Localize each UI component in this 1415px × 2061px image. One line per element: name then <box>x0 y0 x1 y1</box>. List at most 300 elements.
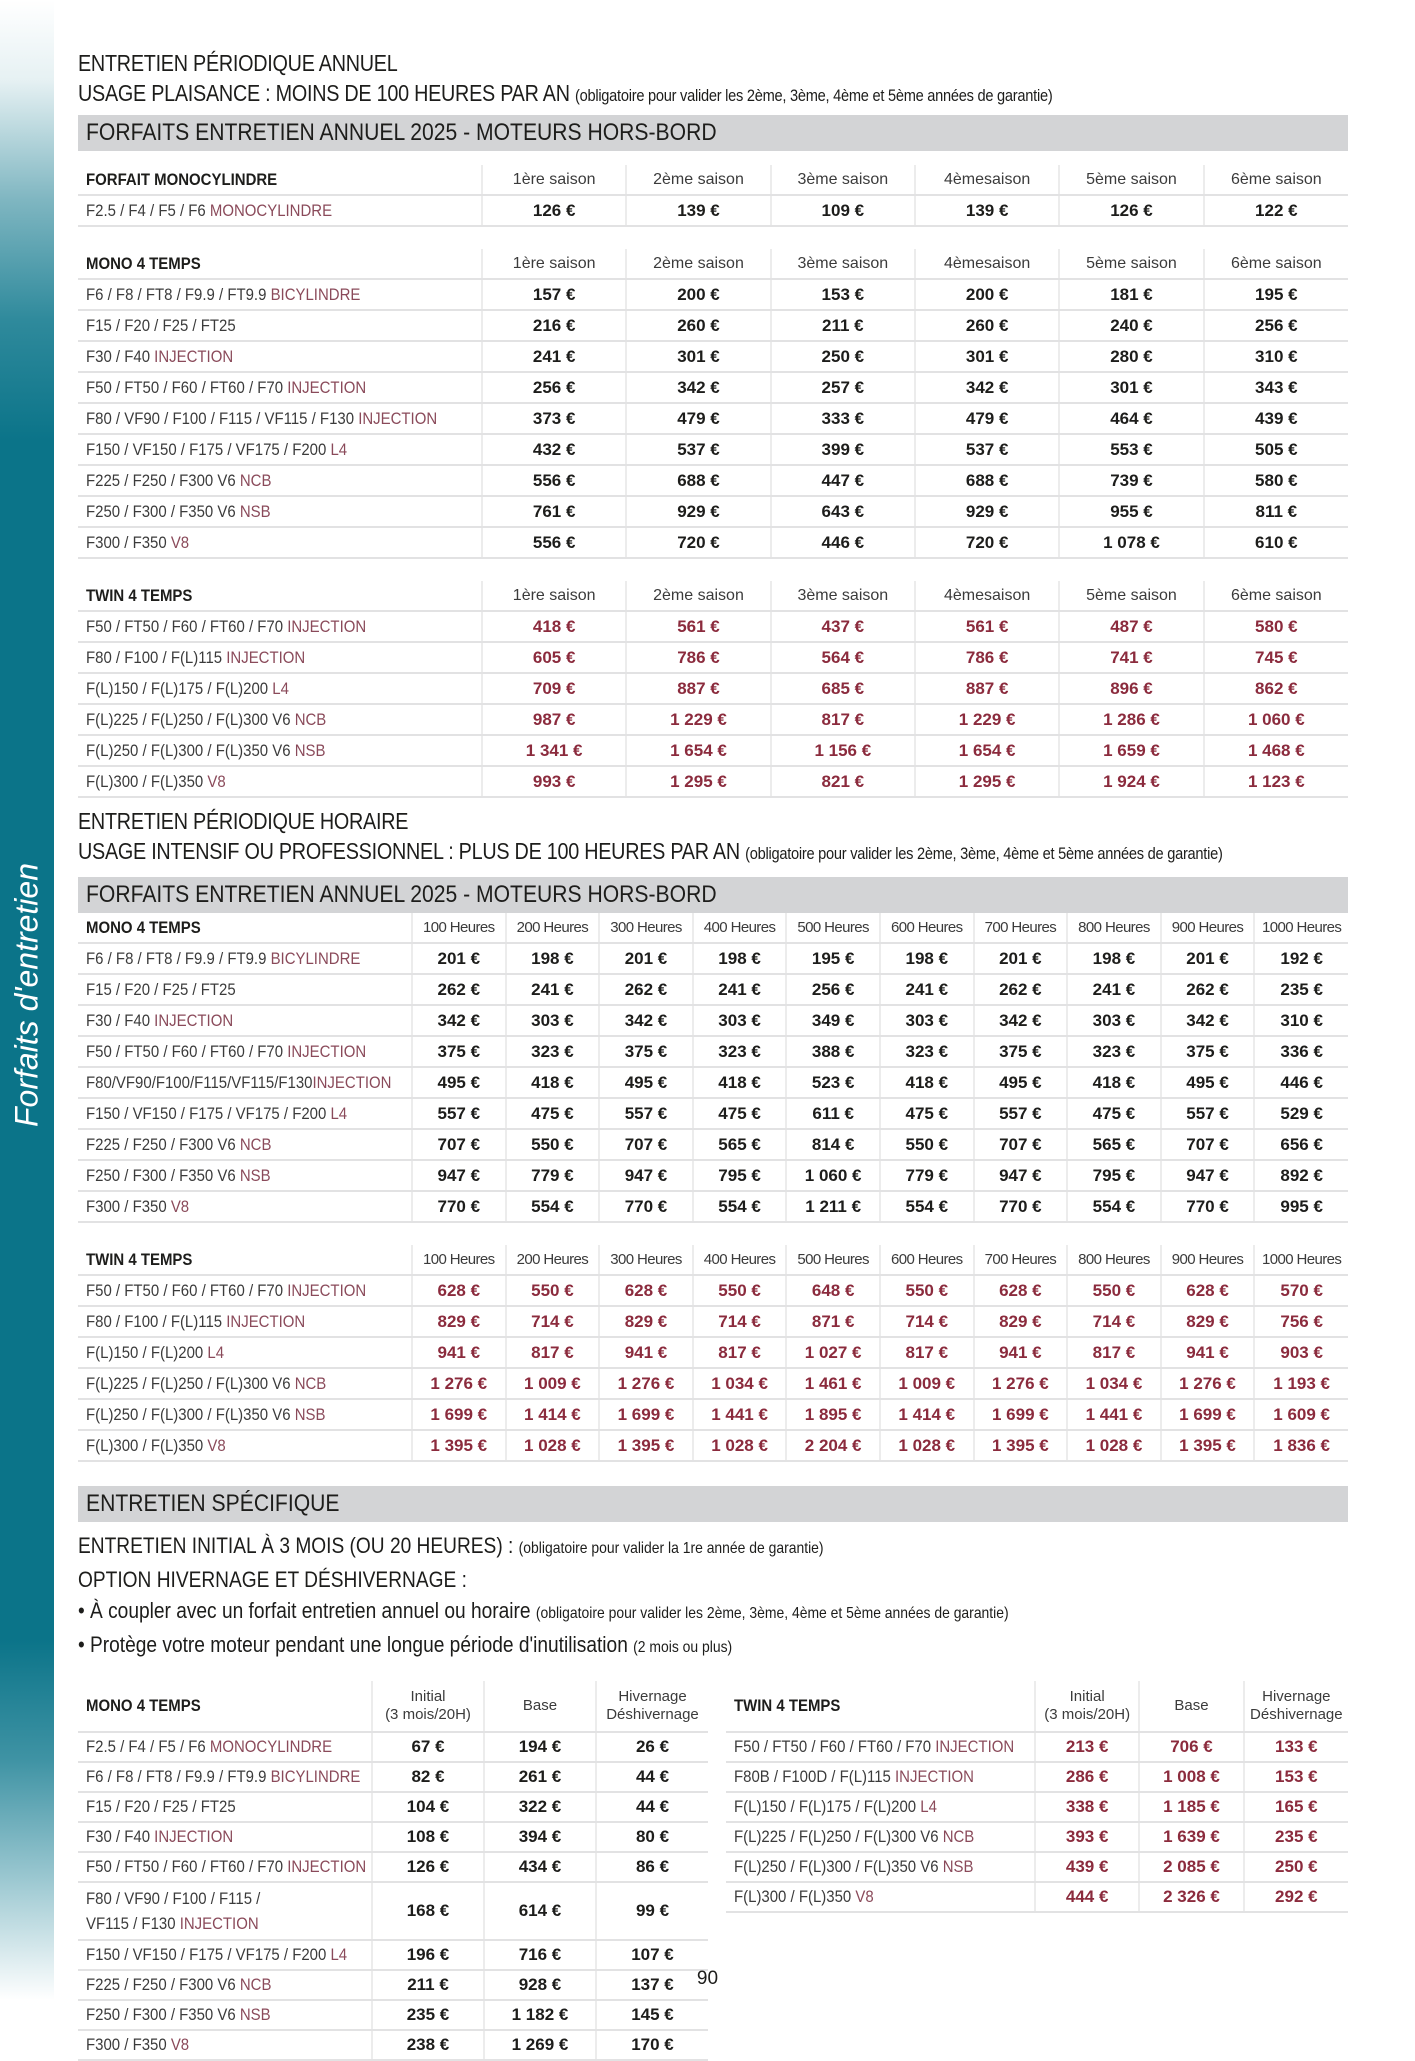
price-cell: 779 € <box>506 1160 600 1191</box>
price-cell: 947 € <box>1161 1160 1255 1191</box>
price-cell: 1 156 € <box>771 735 915 766</box>
price-cell: 550 € <box>506 1129 600 1160</box>
price-cell: 1 028 € <box>506 1430 600 1461</box>
price-cell: 557 € <box>412 1098 506 1129</box>
model-tag: INJECTION <box>358 408 438 428</box>
price-cell: 475 € <box>693 1098 787 1129</box>
column-header: 900 Heures <box>1161 1245 1255 1275</box>
section2-band <box>78 877 1348 913</box>
price-cell: 1 028 € <box>693 1430 787 1461</box>
price-cell: 707 € <box>974 1129 1068 1160</box>
price-cell: 262 € <box>412 974 506 1005</box>
price-cell: 1 034 € <box>693 1368 787 1399</box>
column-header: 6ème saison <box>1204 581 1348 611</box>
price-cell: 565 € <box>693 1129 787 1160</box>
model-name: F50 / FT50 / F60 / FT60 / F70 <box>86 1041 288 1061</box>
price-cell: 418 € <box>1067 1067 1161 1098</box>
model-name: F(L)250 / F(L)300 / F(L)350 V6 <box>86 740 295 760</box>
price-cell: 444 € <box>1035 1882 1139 1912</box>
table-header-row <box>78 165 1348 195</box>
price-cell: 706 € <box>1139 1732 1243 1762</box>
group-header-text: FORFAIT MONOCYLINDRE <box>86 169 278 189</box>
price-cell: 145 € <box>596 2000 708 2030</box>
model-name: F300 / F350 <box>86 532 171 552</box>
price-cell: 1 699 € <box>412 1399 506 1430</box>
column-header: 300 Heures <box>599 913 693 943</box>
price-cell: 1 654 € <box>915 735 1059 766</box>
price-cell: 1 639 € <box>1139 1822 1243 1852</box>
price-cell: 557 € <box>1161 1098 1255 1129</box>
price-cell: 464 € <box>1059 403 1203 434</box>
note-bullet-1-small: (obligatoire pour valider les 2ème, 3ème, 4ème et 5ème années de garantie) <box>535 1605 1009 1622</box>
model-tag: L4 <box>330 1945 348 1964</box>
model-tag: BICYLINDRE <box>270 284 361 304</box>
model-tag: NSB <box>942 1857 974 1876</box>
model-cell <box>78 1882 372 1940</box>
price-cell: 556 € <box>482 465 626 496</box>
price-cell: 561 € <box>626 611 770 642</box>
model-name: F(L)250 / F(L)300 / F(L)350 V6 <box>734 1857 943 1876</box>
price-cell: 714 € <box>1067 1306 1161 1337</box>
model-name: F15 / F20 / F25 / FT25 <box>86 315 236 335</box>
table-row <box>78 1098 1348 1129</box>
model-tag: V8 <box>170 1196 190 1216</box>
price-cell: 892 € <box>1254 1160 1348 1191</box>
table-row <box>78 310 1348 341</box>
price-cell: 537 € <box>915 434 1059 465</box>
price-cell: 570 € <box>1254 1275 1348 1306</box>
price-cell: 714 € <box>693 1306 787 1337</box>
table-row <box>78 1940 708 1970</box>
price-cell: 707 € <box>412 1129 506 1160</box>
column-hivernage <box>596 1681 708 1732</box>
price-cell: 1 468 € <box>1204 735 1348 766</box>
price-cell: 529 € <box>1254 1098 1348 1129</box>
model-name: F50 / FT50 / F60 / FT60 / F70 <box>86 616 288 636</box>
model-cell <box>78 496 482 527</box>
price-cell: 1 182 € <box>484 2000 596 2030</box>
column-hivernage-line2: Déshivernage <box>1250 1706 1343 1723</box>
price-cell: 2 326 € <box>1139 1882 1243 1912</box>
table-row <box>78 465 1348 496</box>
column-base-line1: Base <box>522 1697 558 1714</box>
price-cell: 817 € <box>506 1337 600 1368</box>
price-cell: 399 € <box>771 434 915 465</box>
price-cell: 1 034 € <box>1067 1368 1161 1399</box>
table-row <box>78 974 1348 1005</box>
model-cell <box>78 611 482 642</box>
table-header-row <box>78 1681 708 1732</box>
group-header-text: TWIN 4 TEMPS <box>86 585 193 605</box>
table-annual-monocyl <box>78 165 1348 227</box>
model-name: F50 / FT50 / F60 / FT60 / F70 <box>86 1280 288 1300</box>
price-cell: 322 € <box>484 1792 596 1822</box>
price-cell: 200 € <box>915 279 1059 310</box>
price-cell: 795 € <box>1067 1160 1161 1191</box>
price-cell: 941 € <box>412 1337 506 1368</box>
model-tag: NSB <box>294 740 326 760</box>
price-cell: 817 € <box>771 704 915 735</box>
column-header: 1000 Heures <box>1254 1245 1348 1275</box>
model-name: F(L)150 / F(L)200 <box>86 1342 208 1362</box>
model-cell <box>78 310 482 341</box>
price-cell: 1 414 € <box>506 1399 600 1430</box>
model-name: F(L)300 / F(L)350 <box>734 1887 856 1906</box>
price-cell: 301 € <box>1059 372 1203 403</box>
price-cell: 240 € <box>1059 310 1203 341</box>
price-cell: 947 € <box>412 1160 506 1191</box>
model-tag: V8 <box>170 2035 190 2054</box>
model-cell <box>78 1762 372 1792</box>
table-row <box>78 642 1348 673</box>
model-name: F6 / F8 / FT8 / F9.9 / FT9.9 <box>86 284 271 304</box>
section2-subtitle-note: (obligatoire pour valider les 2ème, 3ème, 4ème et 5ème années de garantie) <box>745 844 1223 863</box>
model-name: F30 / F40 <box>86 1827 155 1846</box>
price-cell: 648 € <box>786 1275 880 1306</box>
table-row <box>78 1882 708 1940</box>
price-cell: 605 € <box>482 642 626 673</box>
price-cell: 1 395 € <box>412 1430 506 1461</box>
column-header: 2ème saison <box>626 581 770 611</box>
price-cell: 195 € <box>1204 279 1348 310</box>
price-cell: 1 276 € <box>974 1368 1068 1399</box>
model-cell <box>78 1337 412 1368</box>
price-cell: 947 € <box>974 1160 1068 1191</box>
table-row <box>78 1430 1348 1461</box>
price-cell: 198 € <box>506 943 600 974</box>
model-name: F225 / F250 / F300 V6 <box>86 1134 240 1154</box>
table-row <box>78 1399 1348 1430</box>
table-header-row <box>726 1681 1348 1732</box>
group-header-text: MONO 4 TEMPS <box>86 1696 201 1715</box>
price-cell: 707 € <box>1161 1129 1255 1160</box>
model-tag: NSB <box>239 501 271 521</box>
price-cell: 257 € <box>771 372 915 403</box>
price-cell: 44 € <box>596 1792 708 1822</box>
model-tag: INJECTION <box>287 1857 367 1876</box>
price-cell: 256 € <box>1204 310 1348 341</box>
table-row <box>78 1129 1348 1160</box>
price-cell: 238 € <box>372 2030 484 2060</box>
price-cell: 770 € <box>599 1191 693 1222</box>
price-cell: 262 € <box>599 974 693 1005</box>
column-header: 100 Heures <box>412 1245 506 1275</box>
price-cell: 235 € <box>1244 1822 1348 1852</box>
model-name: F(L)225 / F(L)250 / F(L)300 V6 <box>734 1827 943 1846</box>
model-tag: L4 <box>920 1797 937 1816</box>
price-cell: 198 € <box>693 943 787 974</box>
model-tag: V8 <box>170 532 190 552</box>
model-name: F250 / F300 / F350 V6 <box>86 501 240 521</box>
column-header: 6ème saison <box>1204 165 1348 195</box>
table-row <box>78 611 1348 642</box>
price-cell: 1 276 € <box>412 1368 506 1399</box>
price-cell: 1 028 € <box>880 1430 974 1461</box>
price-cell: 1 295 € <box>626 766 770 797</box>
column-header: 5ème saison <box>1059 165 1203 195</box>
price-cell: 795 € <box>693 1160 787 1191</box>
price-cell: 1 276 € <box>599 1368 693 1399</box>
price-cell: 201 € <box>412 943 506 974</box>
price-cell: 2 204 € <box>786 1430 880 1461</box>
model-tag: INJECTION <box>226 647 306 667</box>
price-cell: 475 € <box>506 1098 600 1129</box>
column-header: 200 Heures <box>506 1245 600 1275</box>
price-cell: 198 € <box>1067 943 1161 974</box>
price-cell: 260 € <box>626 310 770 341</box>
price-cell: 537 € <box>626 434 770 465</box>
price-cell: 323 € <box>693 1036 787 1067</box>
column-header: 100 Heures <box>412 913 506 943</box>
price-cell: 333 € <box>771 403 915 434</box>
price-cell: 1 699 € <box>599 1399 693 1430</box>
price-cell: 688 € <box>626 465 770 496</box>
price-cell: 614 € <box>484 1882 596 1940</box>
price-cell: 256 € <box>482 372 626 403</box>
price-cell: 896 € <box>1059 673 1203 704</box>
price-cell: 373 € <box>482 403 626 434</box>
price-cell: 388 € <box>786 1036 880 1067</box>
price-cell: 1 414 € <box>880 1399 974 1430</box>
model-tag: MONOCYLINDRE <box>209 200 333 220</box>
table-row <box>78 1306 1348 1337</box>
price-cell: 561 € <box>915 611 1059 642</box>
model-cell <box>78 642 482 673</box>
model-name: F2.5 / F4 / F5 / F6 <box>86 1737 210 1756</box>
price-cell: 104 € <box>372 1792 484 1822</box>
price-cell: 99 € <box>596 1882 708 1940</box>
table-header-row <box>78 913 1348 943</box>
price-cell: 418 € <box>482 611 626 642</box>
group-header-text: TWIN 4 TEMPS <box>86 1249 193 1269</box>
price-cell: 829 € <box>412 1306 506 1337</box>
column-initial <box>1035 1681 1139 1732</box>
price-cell: 1 395 € <box>599 1430 693 1461</box>
price-cell: 817 € <box>1067 1337 1161 1368</box>
price-cell: 303 € <box>693 1005 787 1036</box>
note-bullet-2-small: (2 mois ou plus) <box>633 1639 733 1656</box>
table-row <box>726 1792 1348 1822</box>
table-annual-twin4 <box>78 581 1348 798</box>
table-hourly-twin4 <box>78 1245 1348 1462</box>
column-header: 2ème saison <box>626 249 770 279</box>
price-cell: 887 € <box>626 673 770 704</box>
price-cell: 342 € <box>599 1005 693 1036</box>
price-cell: 2 085 € <box>1139 1852 1243 1882</box>
price-cell: 303 € <box>880 1005 974 1036</box>
model-name: F15 / F20 / F25 / FT25 <box>86 1797 236 1816</box>
group-header <box>78 165 482 195</box>
table-row <box>78 1005 1348 1036</box>
model-cell <box>78 704 482 735</box>
price-cell: 779 € <box>880 1160 974 1191</box>
model-cell <box>726 1732 1035 1762</box>
model-tag: INJECTION <box>312 1072 392 1092</box>
note-initial-text: ENTRETIEN INITIAL À 3 MOIS (OU 20 HEURES) : <box>78 1533 514 1558</box>
model-tag: BICYLINDRE <box>270 948 361 968</box>
model-cell <box>78 974 412 1005</box>
model-name: F6 / F8 / FT8 / F9.9 / FT9.9 <box>86 948 271 968</box>
price-cell: 375 € <box>1161 1036 1255 1067</box>
section1-title: ENTRETIEN PÉRIODIQUE ANNUEL <box>78 50 398 76</box>
price-cell: 262 € <box>1161 974 1255 1005</box>
model-tag: NSB <box>239 2005 271 2024</box>
price-cell: 479 € <box>626 403 770 434</box>
price-cell: 1 123 € <box>1204 766 1348 797</box>
model-cell <box>78 943 412 974</box>
price-cell: 168 € <box>372 1882 484 1940</box>
price-cell: 432 € <box>482 434 626 465</box>
price-cell: 716 € <box>484 1940 596 1970</box>
price-cell: 786 € <box>915 642 1059 673</box>
price-cell: 170 € <box>596 2030 708 2060</box>
table-header-row <box>78 1245 1348 1275</box>
price-cell: 126 € <box>1059 195 1203 226</box>
model-cell <box>78 2000 372 2030</box>
price-cell: 928 € <box>484 1970 596 2000</box>
sidebar-label-text: Forfaits d'entretien <box>8 862 45 1128</box>
price-cell: 903 € <box>1254 1337 1348 1368</box>
price-cell: 446 € <box>771 527 915 558</box>
model-tag: NCB <box>239 1134 272 1154</box>
price-cell: 198 € <box>880 943 974 974</box>
price-cell: 1 009 € <box>880 1368 974 1399</box>
price-cell: 323 € <box>506 1036 600 1067</box>
price-cell: 1 295 € <box>915 766 1059 797</box>
price-cell: 418 € <box>693 1067 787 1098</box>
price-cell: 550 € <box>880 1275 974 1306</box>
column-header: 1000 Heures <box>1254 913 1348 943</box>
price-cell: 211 € <box>771 310 915 341</box>
model-name: F(L)150 / F(L)175 / F(L)200 <box>734 1797 921 1816</box>
price-cell: 1 395 € <box>1161 1430 1255 1461</box>
table-row <box>78 735 1348 766</box>
price-cell: 126 € <box>372 1852 484 1882</box>
price-cell: 260 € <box>915 310 1059 341</box>
model-cell <box>78 1732 372 1762</box>
model-tag: INJECTION <box>226 1311 306 1331</box>
model-tag: NCB <box>239 470 272 490</box>
column-hivernage <box>1244 1681 1348 1732</box>
section1-subtitle-text: USAGE PLAISANCE : MOINS DE 100 HEURES PAR AN <box>78 80 570 106</box>
group-header <box>78 1245 412 1275</box>
price-cell: 1 229 € <box>626 704 770 735</box>
price-cell: 580 € <box>1204 465 1348 496</box>
table-row <box>78 1822 708 1852</box>
column-hivernage-line1: Hivernage <box>618 1688 687 1705</box>
table-row <box>78 2030 708 2060</box>
model-tag: INJECTION <box>935 1737 1015 1756</box>
table-row <box>78 1792 708 1822</box>
model-tag: NCB <box>239 1975 272 1994</box>
group-header-text: MONO 4 TEMPS <box>86 253 201 273</box>
price-cell: 44 € <box>596 1762 708 1792</box>
column-initial-line2: (3 mois/20H) <box>385 1706 471 1723</box>
column-header: 1ère saison <box>482 165 626 195</box>
price-cell: 761 € <box>482 496 626 527</box>
price-cell: 310 € <box>1204 341 1348 372</box>
model-cell <box>78 465 482 496</box>
model-cell <box>726 1822 1035 1852</box>
price-cell: 250 € <box>1244 1852 1348 1882</box>
table-row <box>78 766 1348 797</box>
price-cell: 495 € <box>1161 1067 1255 1098</box>
price-cell: 628 € <box>974 1275 1068 1306</box>
column-base-line1: Base <box>1174 1697 1209 1714</box>
price-cell: 941 € <box>1161 1337 1255 1368</box>
column-header: 4èmesaison <box>915 581 1059 611</box>
price-cell: 556 € <box>482 527 626 558</box>
column-header: 3ème saison <box>771 249 915 279</box>
price-cell: 557 € <box>599 1098 693 1129</box>
price-cell: 770 € <box>974 1191 1068 1222</box>
table-row <box>726 1822 1348 1852</box>
price-cell: 165 € <box>1244 1792 1348 1822</box>
price-cell: 495 € <box>412 1067 506 1098</box>
price-cell: 610 € <box>1204 527 1348 558</box>
model-tag: INJECTION <box>154 346 234 366</box>
price-cell: 393 € <box>1035 1822 1139 1852</box>
price-cell: 475 € <box>1067 1098 1161 1129</box>
price-cell: 628 € <box>412 1275 506 1306</box>
price-cell: 1 609 € <box>1254 1399 1348 1430</box>
model-cell <box>78 1160 412 1191</box>
price-cell: 107 € <box>596 1940 708 1970</box>
table-row <box>726 1852 1348 1882</box>
price-cell: 565 € <box>1067 1129 1161 1160</box>
price-cell: 814 € <box>786 1129 880 1160</box>
price-cell: 194 € <box>484 1732 596 1762</box>
price-cell: 235 € <box>1254 974 1348 1005</box>
column-header: 900 Heures <box>1161 913 1255 943</box>
price-cell: 523 € <box>786 1067 880 1098</box>
column-initial <box>372 1681 484 1732</box>
price-cell: 342 € <box>626 372 770 403</box>
price-cell: 1 659 € <box>1059 735 1203 766</box>
price-cell: 1 836 € <box>1254 1430 1348 1461</box>
price-cell: 1 009 € <box>506 1368 600 1399</box>
price-cell: 82 € <box>372 1762 484 1792</box>
model-name: F225 / F250 / F300 V6 <box>86 470 240 490</box>
model-cell <box>78 1792 372 1822</box>
price-cell: 580 € <box>1204 611 1348 642</box>
section1-band-text: FORFAITS ENTRETIEN ANNUEL 2025 - MOTEURS HORS-BORD <box>86 119 717 146</box>
column-header: 200 Heures <box>506 913 600 943</box>
price-cell: 241 € <box>693 974 787 1005</box>
price-cell: 200 € <box>626 279 770 310</box>
price-cell: 342 € <box>974 1005 1068 1036</box>
price-cell: 1 895 € <box>786 1399 880 1430</box>
price-cell: 280 € <box>1059 341 1203 372</box>
price-cell: 720 € <box>626 527 770 558</box>
price-cell: 995 € <box>1254 1191 1348 1222</box>
model-cell <box>78 1098 412 1129</box>
price-cell: 394 € <box>484 1822 596 1852</box>
price-cell: 871 € <box>786 1306 880 1337</box>
model-cell <box>78 1430 412 1461</box>
price-cell: 338 € <box>1035 1792 1139 1822</box>
price-cell: 301 € <box>915 341 1059 372</box>
column-header: 4èmesaison <box>915 165 1059 195</box>
price-cell: 929 € <box>915 496 1059 527</box>
price-cell: 201 € <box>599 943 693 974</box>
price-cell: 1 341 € <box>482 735 626 766</box>
column-initial-line2: (3 mois/20H) <box>1044 1706 1131 1723</box>
price-cell: 829 € <box>974 1306 1068 1337</box>
model-tag: NSB <box>239 1165 271 1185</box>
model-tag: INJECTION <box>287 377 367 397</box>
model-cell <box>78 1129 412 1160</box>
